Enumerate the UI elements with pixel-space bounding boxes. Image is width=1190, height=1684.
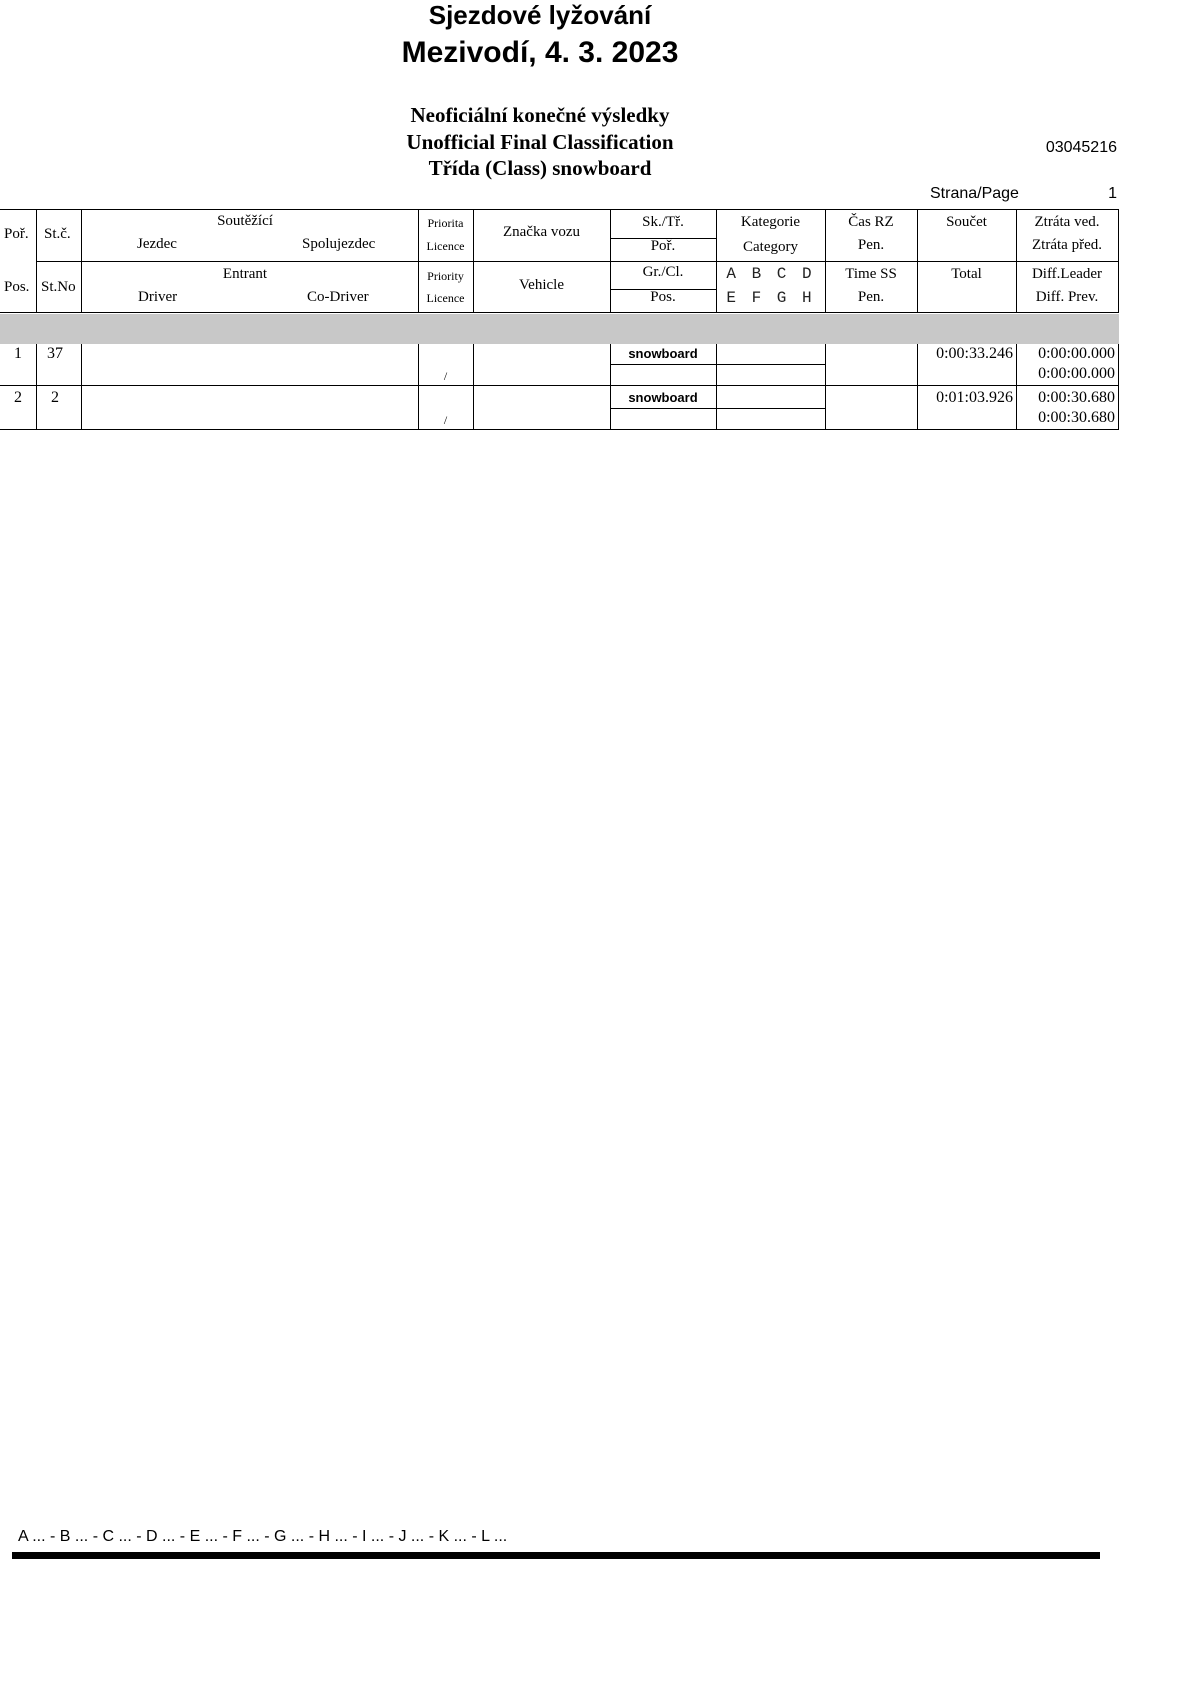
- document-id: 03045216: [1045, 139, 1117, 156]
- col-header-licence-en: Licence: [426, 291, 465, 305]
- row-priority-licence: /: [443, 369, 448, 383]
- col-header-znacka-vozu: Značka vozu: [502, 224, 581, 240]
- col-header-soutezici: Soutěžící: [217, 213, 273, 229]
- footer-rule: [12, 1552, 1100, 1559]
- col-header-time-ss: Time SS: [845, 266, 897, 282]
- col-header-entrant: Entrant: [222, 266, 268, 282]
- col-header-ztrata-ved: Ztráta ved.: [1034, 214, 1100, 230]
- header-divider: [36, 261, 1119, 262]
- header-bottom-border: [0, 312, 1119, 313]
- vline-header: [1118, 209, 1119, 312]
- row-class: snowboard: [628, 346, 698, 361]
- row-start-number: 37: [47, 345, 63, 362]
- classification-cz: Neoficiální konečné výsledky: [410, 103, 670, 127]
- vline-body: [36, 344, 37, 429]
- row-position: 2: [14, 389, 22, 406]
- event-place-date: Mezivodí, 4. 3. 2023: [401, 36, 679, 69]
- col-header-diff-leader: Diff.Leader: [1031, 266, 1103, 282]
- classification-en: Unofficial Final Classification: [406, 130, 674, 154]
- vline-body: [1118, 344, 1119, 429]
- row-class: snowboard: [628, 390, 698, 405]
- col-header-driver: Driver: [138, 289, 178, 305]
- col-header-soucet: Součet: [946, 214, 987, 230]
- col-header-cas-rz: Čas RZ: [848, 214, 894, 230]
- col-header-pen: Pen.: [857, 237, 885, 253]
- col-header-kategorie: Kategorie: [740, 214, 801, 230]
- row-diff-prev: 0:00:00.000: [1038, 365, 1115, 382]
- row-priority-licence: /: [443, 413, 448, 427]
- col-header-priority: Priority: [427, 269, 464, 283]
- vline-body: [716, 344, 717, 429]
- vline-body: [473, 344, 474, 429]
- col-header-por2: Poř.: [650, 238, 676, 254]
- row-start-number: 2: [51, 389, 59, 406]
- col-header-por: Poř.: [4, 226, 29, 242]
- page-number: 1: [1108, 185, 1117, 202]
- row-total: 0:01:03.926: [936, 389, 1013, 406]
- row-total: 0:00:33.246: [936, 345, 1013, 362]
- col-header-codriver: Co-Driver: [307, 289, 369, 305]
- vline-body: [81, 344, 82, 429]
- col-header-stc: St.č.: [44, 226, 71, 242]
- col-header-vehicle: Vehicle: [519, 277, 564, 293]
- col-header-gr-cl: Gr./Cl.: [642, 264, 684, 280]
- header-separator-band: [0, 314, 1119, 344]
- col-header-sk-tr: Sk./Tř.: [642, 214, 684, 230]
- col-header-diff-prev: Diff. Prev.: [1035, 289, 1099, 305]
- event-title: Sjezdové lyžování: [428, 0, 652, 30]
- col-header-category: Category: [743, 239, 798, 255]
- col-header-stno: St.No: [41, 279, 76, 295]
- vline-header: [81, 209, 82, 312]
- col-header-licence: Licence: [426, 239, 465, 253]
- class-line: Třída (Class) snowboard: [428, 156, 652, 180]
- col-header-spolujezdec: Spolujezdec: [302, 236, 376, 252]
- row-2-subdivider: [610, 408, 826, 409]
- penalty-legend: A ... - B ... - C ... - D ... - E ... - F ... - G ... - H ... - I ... - J ... - K ... - L ...: [18, 1528, 508, 1545]
- page-label: Strana/Page: [930, 185, 1019, 202]
- row-diff-leader: 0:00:00.000: [1038, 345, 1115, 362]
- col-header-pen-en: Pen.: [857, 289, 885, 305]
- row-1-bottom-border: [0, 385, 1119, 386]
- vline-body: [825, 344, 826, 429]
- col-header-pos2: Pos.: [650, 289, 676, 305]
- col-header-jezdec: Jezdec: [137, 236, 177, 252]
- row-1-subdivider: [610, 364, 826, 365]
- col-header-ztrata-pred: Ztráta před.: [1032, 237, 1102, 253]
- col-header-priorita: Priorita: [427, 216, 464, 230]
- row-diff-prev: 0:00:30.680: [1038, 409, 1115, 426]
- row-diff-leader: 0:00:30.680: [1038, 389, 1115, 406]
- row-position: 1: [14, 345, 22, 362]
- table-top-border: [0, 209, 1119, 210]
- col-header-abcd: A B C D: [726, 265, 815, 283]
- vline-header: [36, 209, 37, 312]
- col-header-efgh: E F G H: [726, 289, 815, 307]
- col-header-total: Total: [951, 266, 982, 282]
- row-2-bottom-border: [0, 429, 1119, 430]
- col-header-pos: Pos.: [4, 279, 30, 295]
